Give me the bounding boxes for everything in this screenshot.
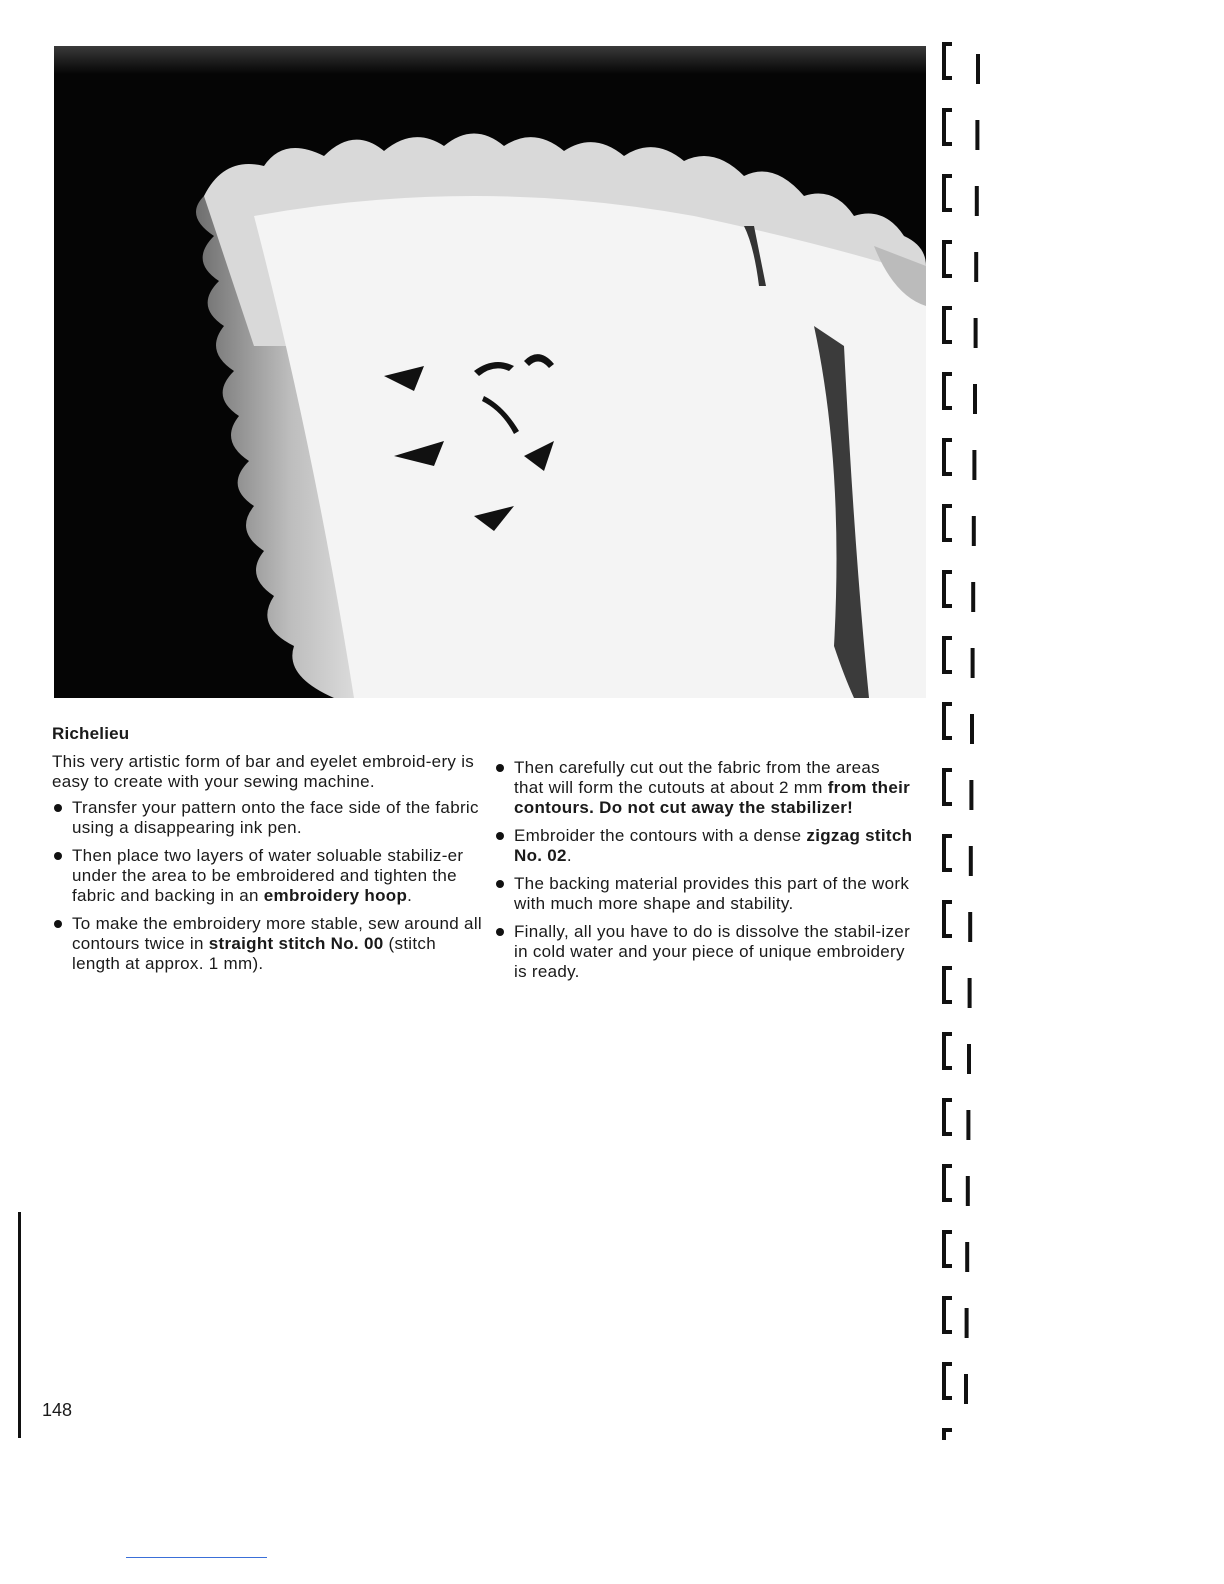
binding-ring-icon (944, 506, 952, 540)
right-column (494, 758, 914, 990)
binding-ring-icon (944, 1298, 952, 1332)
list-item (52, 846, 482, 906)
binding-ring-icon (944, 110, 952, 144)
bullet-text-end: . (407, 886, 413, 905)
binding-ring-icon (944, 242, 952, 276)
bullet-text: Finally, all you have to do is dissolve the stabil-izer in cold water and your piece of unique embroidery is ready. (514, 922, 911, 981)
binding-ring-icon (944, 1034, 952, 1068)
bullet-emphasis: zigzag stitch No. 02 (514, 826, 913, 865)
binding-ring-icon (944, 176, 952, 210)
left-column (52, 752, 482, 982)
binding-ring-icon (944, 1364, 952, 1398)
list-item (494, 874, 914, 914)
bullet-emphasis: embroidery hoop (263, 886, 408, 905)
binding-ring-icon (944, 308, 952, 342)
spiral-binding (930, 20, 1000, 1440)
bullet-emphasis: straight stitch No. 00 (208, 934, 384, 953)
margin-bar (18, 1212, 21, 1438)
right-bullet-list (494, 758, 914, 982)
intro-paragraph: This very artistic form of bar and eyelet embroid-ery is easy to create with your sewing machine. (52, 752, 475, 791)
bullet-text: Embroider the contours with a dense (514, 826, 807, 845)
list-item (52, 914, 482, 974)
binding-ring-icon (944, 770, 952, 804)
embroidery-photo (54, 46, 926, 698)
list-item (494, 826, 914, 866)
bullet-icon (496, 880, 504, 888)
binding-ring-icon (944, 1100, 952, 1134)
list-item (52, 798, 482, 838)
bullet-text: Then place two layers of water soluable stabiliz-er under the area to be embroidered and tighten the fabric and backing in an (72, 846, 464, 905)
binding-ring-icon (944, 440, 952, 474)
bullet-text-end: . (566, 846, 572, 865)
bullet-text-end: (stitch length at approx. 1 mm). (72, 934, 436, 973)
list-item (494, 758, 914, 818)
list-item (494, 922, 914, 982)
page-number: 148 (42, 1400, 73, 1420)
bullet-text: Transfer your pattern onto the face side of the fabric using a disappearing ink pen. (72, 798, 479, 837)
binding-ring-icon (944, 44, 952, 78)
bullet-icon (54, 852, 62, 860)
bullet-text: The backing material provides this part of the work with much more shape and stability. (514, 874, 910, 913)
bullet-icon (496, 832, 504, 840)
binding-ring-icon (944, 374, 952, 408)
binding-ring-icon (944, 704, 952, 738)
binding-ring-icon (944, 572, 952, 606)
bullet-icon (54, 920, 62, 928)
binding-ring-icon (944, 968, 952, 1002)
bullet-text: To make the embroidery more stable, sew around all contours twice in (72, 914, 482, 953)
bullet-icon (54, 804, 62, 812)
section-heading: Richelieu (52, 724, 130, 743)
ruffled-pillow-illustration (54, 46, 926, 698)
binding-rings (930, 20, 1000, 1440)
binding-ring-icon (944, 638, 952, 672)
bullet-icon (496, 928, 504, 936)
bullet-icon (496, 764, 504, 772)
binding-ring-icon (944, 1166, 952, 1200)
binding-ring-icon (944, 902, 952, 936)
left-bullet-list (52, 798, 482, 974)
binding-ring-icon (944, 836, 952, 870)
bullet-text: Then carefully cut out the fabric from the areas that will form the cutouts at about 2 mm (514, 758, 880, 797)
binding-ring-icon (944, 1430, 952, 1440)
footer-line (126, 1557, 267, 1558)
bullet-emphasis: from their contours. Do not cut away the stabilizer! (514, 778, 911, 817)
binding-ring-icon (944, 1232, 952, 1266)
